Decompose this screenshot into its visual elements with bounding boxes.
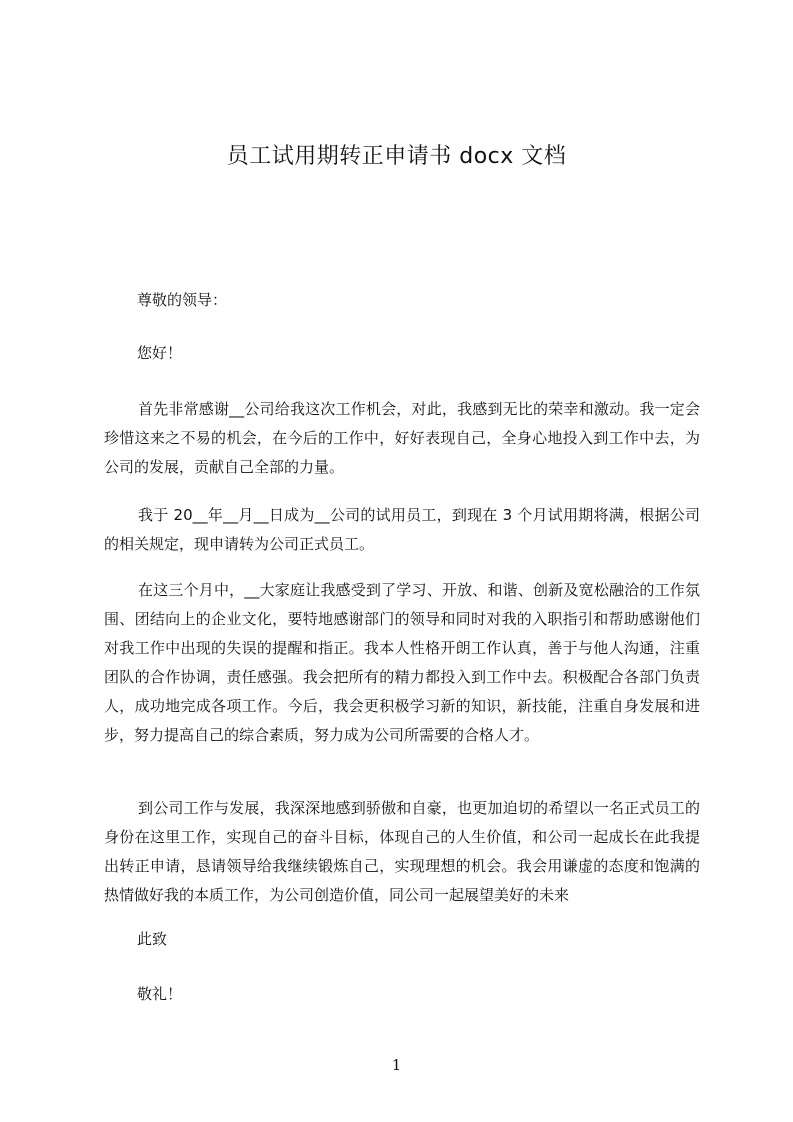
- paragraph-3: 在这三个月中，__大家庭让我感受到了学习、开放、和谐、创新及宽松融洽的工作氛围、团结向上的企业文化，要特地感谢部门的领导和同时对我的入职指引和帮助感谢他们对我工作中出现的失误的提醒和指正。我本人性格开朗工作认真，善于与他人沟通，注重团队的合作协调，责任感强。我会把所有的精力都投入到工作中去。积极配合各部门负责人，成功地完成各项工作。今后，我会更积极学习新的知识，新技能，注重自身发展和进步，努力提高自己的综合素质，努力成为公司所需要的合格人才。: [104, 581, 700, 744]
- document-title: 员工试用期转正申请书 docx 文档: [226, 144, 567, 169]
- paragraph-2: 我于 20__年__月__日成为__公司的试用员工，到现在 3 个月试用期将满，根据公司的相关规定，现申请转为公司正式员工。: [104, 506, 700, 553]
- closing-salutation: 此致: [137, 930, 168, 948]
- closing-regards: 敬礼！: [137, 985, 183, 1003]
- greeting: 您好！: [137, 344, 183, 362]
- page-number: 1: [391, 1056, 402, 1074]
- salutation: 尊敬的领导：: [137, 291, 228, 309]
- paragraph-1: 首先非常感谢__公司给我这次工作机会，对此，我感到无比的荣幸和激动。我一定会珍惜这来之不易的机会，在今后的工作中，好好表现自己，全身心地投入到工作中去，为公司的发展，贡献自己全部的力量。: [104, 400, 700, 476]
- paragraph-4: 到公司工作与发展，我深深地感到骄傲和自豪，也更加迫切的希望以一名正式员工的身份在这里工作，实现自己的奋斗目标，体现自己的人生价值，和公司一起成长在此我提出转正申请，恳请领导给我继续锻炼自己，实现理想的机会。我会用谦虚的态度和饱满的热情做好我的本质工作，为公司创造价值，同公司一起展望美好的未来: [104, 799, 700, 904]
